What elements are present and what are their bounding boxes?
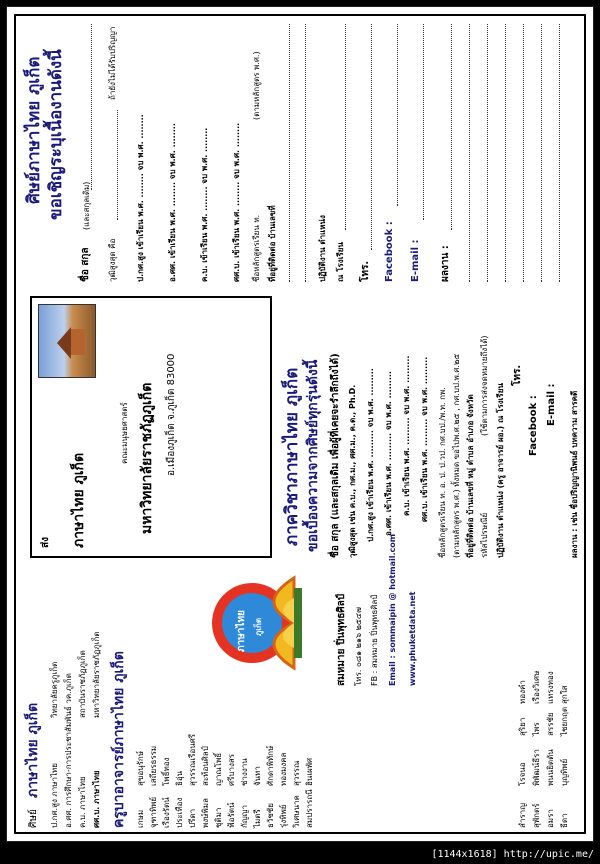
sender-org: ภาษาไทย ภูเก็ต	[25, 702, 41, 798]
recipient-address: อ.เมืองภูเก็ต จ.ภูเก็ต 83000	[166, 353, 177, 476]
edu-row: ป.กศ.สูง เข้าเรียน พ.ศ. ........ จบ พ.ศ. ........	[136, 114, 145, 282]
program-line: ชื่อหลักสูตรเรียน ท. อ. ป. ป.วป. กศ.บป./พ.ท. กพ.	[438, 387, 447, 558]
teacher-first: สมปรารถนี	[305, 789, 314, 828]
university-photo	[38, 304, 96, 378]
teacher-first: กัญญา	[240, 805, 249, 828]
addr-row-3-a: ค.บ. ภาษาไทย	[78, 776, 87, 828]
tel-label: โทร.	[512, 364, 523, 386]
school-label: ณ โรงเรียน	[336, 242, 345, 282]
achievement-label: ผลงาน :	[440, 245, 451, 282]
addr-row-1-a: ป.กศ.สูง ภาษาไทย	[50, 763, 59, 828]
name-label: ชื่อ สกุล	[80, 247, 91, 282]
edu-row: ป.กศ.สูง เข้าเรียน พ.ศ. ......... จบ พ.ศ. .........	[366, 368, 375, 542]
edu-row: อ.ศศ. เข้าเรียน พ.ศ. ......... จบ พ.ศ. .........	[384, 371, 393, 536]
form-panel	[16, 16, 588, 290]
achievement-line: ผลงาน : เช่น ชื่อปริญญานิพนธ์ บทความ สารคดี	[570, 390, 579, 558]
achievement-line[interactable]	[504, 24, 506, 282]
work-label: ปฏิบัติงาน ตำแหน่ง	[318, 215, 327, 282]
school-field[interactable]	[344, 24, 346, 230]
facebook-label: Facebook :	[384, 221, 395, 282]
contact-website[interactable]: www.phuketdata.net	[408, 591, 417, 686]
recipient-org: ภาษาไทย ภูเก็ต	[71, 452, 87, 548]
degree-label: วุฒิสูงสุด คือ	[108, 238, 117, 282]
program-label: ชื่อหลักสูตรเรียน ท.	[252, 214, 261, 282]
teacher-last: บุญทิพย์	[560, 758, 569, 786]
to-label: ส่ง	[40, 537, 51, 548]
email-field[interactable]	[422, 24, 424, 220]
teacher-first: สุพักตร์	[532, 803, 541, 828]
teacher-first: ธีดา	[560, 813, 569, 828]
teacher-first: ปรีดา	[188, 808, 197, 828]
teacher-first: ไชยกฤต	[560, 706, 569, 736]
teacher-last: ศรีบางสร	[227, 753, 236, 786]
teacher-last: สุวรรณเรือนศรี	[188, 733, 197, 786]
achievement-line[interactable]	[450, 24, 452, 230]
teacher-last: จันทา	[253, 766, 262, 786]
teacher-last: เรืองวิเศษ	[532, 670, 541, 704]
emblem-text-2: ภูเก็ต	[254, 617, 263, 636]
degree-field[interactable]	[116, 110, 118, 220]
contact-phone: โทร. ๐๘๑ ๒๑๖ ๒๕๔๗	[354, 607, 363, 686]
teacher-first: เรืองรัตน์	[162, 797, 171, 828]
addr-row-2-a: อ.ศศ. การศึกษา-การประชาสัมพันธ์ วค.ภูเก็ต	[64, 673, 73, 828]
postcode-label: รหัสไปรษณีย์	[480, 512, 489, 558]
teacher-first: วิเศษนาค	[292, 795, 301, 828]
dept-heading: ภาควิชาภาษาไทย ภูเก็ต	[282, 367, 302, 546]
achievement-line[interactable]	[522, 24, 524, 282]
teachers-heading: ครูบาอาจารย์ภาษาไทย ภูเก็ต	[111, 651, 127, 828]
form-subheading: ขอเชิญระบุเนื้องานดังนี้	[46, 49, 66, 220]
email-label: E-mail :	[546, 383, 557, 426]
facebook-field[interactable]	[396, 24, 398, 206]
achievement-line[interactable]	[558, 24, 560, 282]
teacher-last: ทองมงคล	[279, 752, 288, 786]
teacher-first: สรรชัย	[546, 712, 555, 736]
address-panel	[16, 290, 588, 566]
postcode-note: (ใช้ตามการส่งจดหมายถึงได้)	[480, 335, 489, 436]
edu-row: อ.ศศ. เข้าเรียน พ.ศ. ........ จบ พ.ศ. ........	[168, 123, 177, 282]
tel-label: โทร.	[360, 260, 371, 282]
achievement-line[interactable]	[486, 24, 488, 282]
teacher-last: ธิอุ่น	[175, 770, 184, 786]
achievement-line[interactable]	[468, 24, 470, 282]
name-line: ชื่อ สกุล (และสกุลเดิม เพื่อผู้ที่เคยจะรำลึกถึงได้)	[330, 353, 341, 558]
edu-row: ศศ.บ. เข้าเรียน พ.ศ. ........ จบ พ.ศ. ........	[232, 122, 241, 282]
teacher-first: สุริยา	[518, 717, 527, 736]
teacher-last: ญาณโพธิ์	[214, 752, 223, 786]
contact-address-label: ที่อยู่ที่ติดต่อ บ้านเลขที่ หมู่ ตำบล อำเภอ จังหวัด	[466, 394, 475, 558]
teacher-first: เกษม	[136, 809, 145, 828]
facebook-label: Facebook :	[528, 395, 539, 456]
teacher-last: พนนยิตตัน	[546, 749, 555, 786]
teacher-first: จุฑาทิพย์	[149, 796, 158, 828]
name-note: (และสกุลเดิม)	[82, 181, 91, 230]
teacher-last: แทรงทอง	[546, 671, 555, 704]
teacher-first: พงษ์พิมล	[201, 798, 210, 828]
teacher-first: ชุติมา	[214, 807, 223, 828]
degree-note: ถ้ายังไม่ได้รับปริญญา	[108, 26, 117, 100]
teacher-first: อมรา	[546, 809, 555, 828]
addr-row-3-b: สถาบันราชภัฏภูเก็ต	[78, 650, 87, 718]
teacher-first: ธวัชชัย	[266, 803, 275, 828]
edu-row: ค.บ. เข้าเรียน พ.ศ. ........ จบ พ.ศ. ........	[200, 127, 209, 282]
teacher-last: สะท้อนศิลป์	[201, 746, 210, 786]
edu-row: ศศ.บ. เข้าเรียน พ.ศ. ......... จบ พ.ศ. .........	[420, 356, 429, 522]
program-note: (ตามหลักสูตร พ.ศ.) ทั้งหมด ขอไปพ.ศ.๒๕ , กศ.บป.พ.ศ.๒๕	[452, 353, 461, 558]
teacher-last: ช่างงาน	[240, 758, 249, 786]
program-note: (ตามหลักสูตร พ.ศ.)	[252, 51, 261, 120]
addr-row-4-b: มหาวิทยาลัยราชภัฏภูเก็ต	[92, 631, 101, 718]
postcard-frame	[14, 14, 586, 834]
contact-name: สมหมาย ปิ่นพุทธศิลป์	[336, 593, 347, 686]
tel-field[interactable]	[370, 24, 372, 250]
teacher-last: โพธิ์ทอง	[162, 757, 171, 786]
contact-facebook: FB : สมหมาย ปิ่นพุทธศิลป์	[370, 594, 379, 686]
teacher-last: โรจนอ	[518, 762, 527, 786]
teacher-last: สุกใส	[560, 685, 569, 704]
rotated-content	[16, 16, 588, 836]
contact-email[interactable]: Email : sommaipin @ hotmail.com	[388, 533, 397, 686]
sender-title: ศิษย์	[28, 809, 39, 828]
thai-phuket-emblem	[194, 558, 324, 688]
form-heading: ศิษย์ภาษาไทย ภูเก็ต	[24, 56, 44, 204]
edu-row: ค.บ. เข้าเรียน พ.ศ. ......... จบ พ.ศ. .........	[402, 355, 411, 516]
teacher-first: ฟ้อรัตน์	[227, 802, 236, 828]
teacher-first: ประเทือง	[175, 797, 184, 828]
work-line: ปฏิบัติงาน ตำแหน่ง (ครู อาจารย์ ผอ.) ณ โรงเรียน	[496, 383, 505, 558]
teacher-last: ทองคำ	[518, 680, 527, 704]
email-label: E-mail :	[410, 239, 421, 282]
recipient-faculty: คณะมนุษยศาสตร์	[120, 402, 129, 464]
address-line[interactable]	[288, 24, 290, 282]
teacher-first: ไพร	[532, 722, 541, 736]
address-line[interactable]	[304, 24, 306, 282]
teacher-first: รุ่งทิพย์	[279, 804, 288, 828]
teacher-last: สุขอนุรักษ์	[136, 750, 145, 786]
recipient-university: มหาวิทยาลัยราชภัฏภูเก็ต	[139, 382, 155, 534]
teacher-last: สุวรรณ	[292, 760, 301, 786]
teacher-first: สำราญ	[518, 803, 527, 828]
teacher-first: ไมตรี	[253, 809, 262, 828]
degree-line: วุฒิสูงสุด เช่น ค.บ., กศ.ม., ศศ.ม., ค.ด., Ph.D.	[348, 384, 357, 558]
teacher-last: ฮินเผพัศ	[305, 757, 314, 786]
addr-row-1-b: วิทยาลัยครูภูเก็ต	[50, 661, 59, 718]
addr-row-4-a: ศศ.บ. ภาษาไทย	[92, 770, 101, 828]
recipient-box	[30, 296, 272, 558]
image-watermark: [1144x1618] http://upic.me/	[431, 849, 594, 860]
address-label: ที่อยู่ที่ติดต่อ บ้านเลขที่	[268, 205, 277, 282]
teacher-last: เสถียรธรรม	[149, 745, 158, 786]
dept-subheading: ขอเบื้องความจากศิษย์ทุกรุ่นดังนี้	[305, 359, 321, 552]
emblem-text-1: ภาษาไทย	[236, 610, 247, 652]
teacher-last: ศักดาพิทักษ์	[266, 745, 275, 786]
name-field[interactable]	[90, 24, 92, 190]
achievement-line[interactable]	[540, 24, 542, 282]
teacher-last: พิพัฒน์ธีรา	[532, 749, 541, 786]
